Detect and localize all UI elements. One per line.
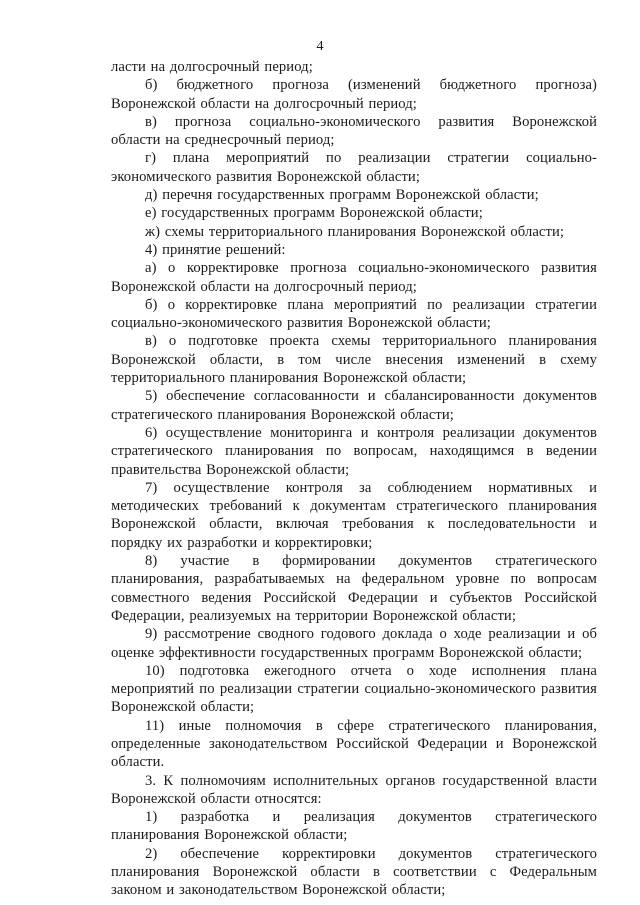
paragraph: 11) иные полномочия в сфере стратегического планирования, определенные законодательством Российской Федерации и Воронежской области.: [111, 717, 597, 771]
paragraph-continuation: ласти на долгосрочный период;: [111, 59, 313, 75]
paragraph: 10) подготовка ежегодного отчета о ходе исполнения плана мероприятий по реализации стратегии социально-экономического развития Воронежской области;: [111, 662, 597, 716]
paragraph: 9) рассмотрение сводного годового доклада о ходе реализации и об оценке эффективности государственных программ Воронежской области;: [111, 626, 597, 661]
paragraph: б) о корректировке плана мероприятий по реализации стратегии социально-экономического развития Воронежской области;: [111, 296, 597, 332]
paragraph: 2) обеспечение корректировки документов стратегического планирования Воронежской области в соответствии с Федеральным законом и законодательством Воронежской области;: [111, 845, 597, 899]
paragraph: 7) осуществление контроля за соблюдением нормативных и методических требований к документам стратегического планирования Воронежской области, включая требования к последовательности и порядку их разработки и корректировки;: [111, 479, 597, 551]
paragraph: а) о корректировке прогноза социально-экономического развития Воронежской области на долгосрочный период;: [111, 260, 597, 295]
paragraph: 1) разработка и реализация документов стратегического планирования Воронежской области;: [111, 809, 597, 844]
paragraph: 6) осуществление мониторинга и контроля реализации документов стратегического планирования по вопросам, находящимся в ведении правительства Воронежской области;: [111, 424, 597, 478]
page-number: 4: [316, 39, 324, 54]
paragraph: в) прогноза социально-экономического развития Воронежской области на среднесрочный период;: [111, 113, 597, 149]
paragraph: 3. К полномочиям исполнительных органов государственной власти Воронежской области относятся:: [111, 772, 597, 807]
paragraph: е) государственных программ Воронежской области;: [145, 205, 483, 222]
paragraph: б) бюджетного прогноза (изменений бюджетного прогноза) Воронежской области на долгосрочный период;: [111, 77, 597, 112]
paragraph: д) перечня государственных программ Воронежской области;: [145, 187, 539, 204]
paragraph: 8) участие в формировании документов стратегического планирования, разрабатываемых на федеральном уровне по вопросам совместного ведения Российской Федерации и субъектов Российской Федерации, реализуемых на территории Воронежской области;: [111, 553, 597, 624]
paragraph: г) плана мероприятий по реализации стратегии социально-экономического развития Воронежской области;: [111, 150, 597, 185]
document-body: [111, 58, 597, 900]
paragraph: ж) схемы территориального планирования Воронежской области;: [145, 223, 565, 240]
paragraph: в) о подготовке проекта схемы территориального планирования Воронежской области, в том числе внесения изменений в схему территориального планирования Воронежской области;: [111, 333, 597, 387]
paragraph: 4) принятие решений:: [145, 241, 286, 258]
paragraph: 5) обеспечение согласованности и сбалансированности документов стратегического планирования Воронежской области;: [111, 388, 597, 423]
